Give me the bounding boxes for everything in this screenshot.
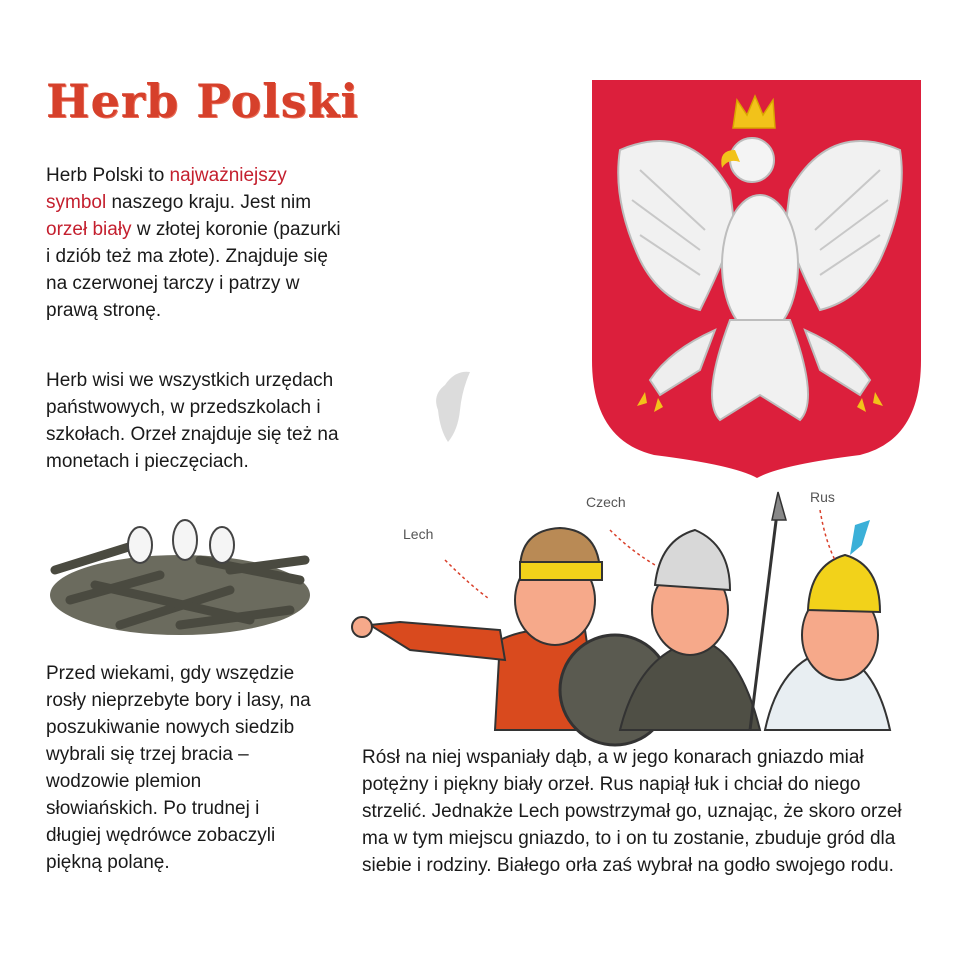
intro-paragraph — [46, 162, 346, 324]
intro-text-3: w złotej koronie (pazurki i dziób też ma złote). Znajduje się na czerwonej tarczy i patrzy w prawą stronę. — [46, 219, 341, 321]
intro-text-1: Herb Polski to — [46, 165, 170, 186]
highlight-eagle: orzeł biały — [46, 219, 132, 240]
legend-right-paragraph: Rósł na niej wspaniały dąb, a w jego konarach gniazdo miał potężny i piękny biały orzeł. Rus napiął łuk i chciał do niego strzelić. Jednakże Lech powstrzymał go, uznając, że skoro orzeł ma w tym miejscu gniazdo, to i on tu zostanie, zbuduje gród dla siebie i rodziny. Białego orła zaś wybrał na godło swojego rodu. — [362, 747, 902, 876]
label-czech: Czech — [586, 494, 626, 510]
eagle-body — [722, 195, 798, 335]
red-shield — [592, 80, 921, 478]
label-lech: Lech — [403, 526, 434, 542]
eagle-silhouette-icon — [436, 372, 470, 442]
usage-paragraph: Herb wisi we wszystkich urzędach państwowych, w przedszkolach i szkołach. Orzeł znajduje się też na monetach i pieczęciach. — [46, 370, 339, 472]
eagle-beak — [721, 150, 740, 168]
eagle-head — [730, 138, 774, 182]
eagle-right-wing — [785, 141, 902, 310]
eagle-crown — [733, 96, 775, 128]
eagle-left-wing — [618, 141, 735, 310]
page-title: Herb Polski — [46, 74, 359, 128]
eagle-tail — [712, 320, 808, 420]
nest-illustration — [50, 520, 310, 635]
legend-left-paragraph: Przed wiekami, gdy wszędzie rosły nieprzebyte bory i lasy, na poszukiwanie nowych siedzib wybrali się trzej bracia – wodzowie plemion słowiańskich. Po trudnej i długiej wędrówce zobaczyli piękną polanę. — [46, 663, 311, 873]
intro-text-2: naszego kraju. Jest nim — [106, 192, 312, 213]
coat-of-arms-illustration — [592, 80, 921, 478]
highlight-symbol: najważniejszy symbol — [46, 165, 287, 213]
label-rus: Rus — [810, 489, 835, 505]
